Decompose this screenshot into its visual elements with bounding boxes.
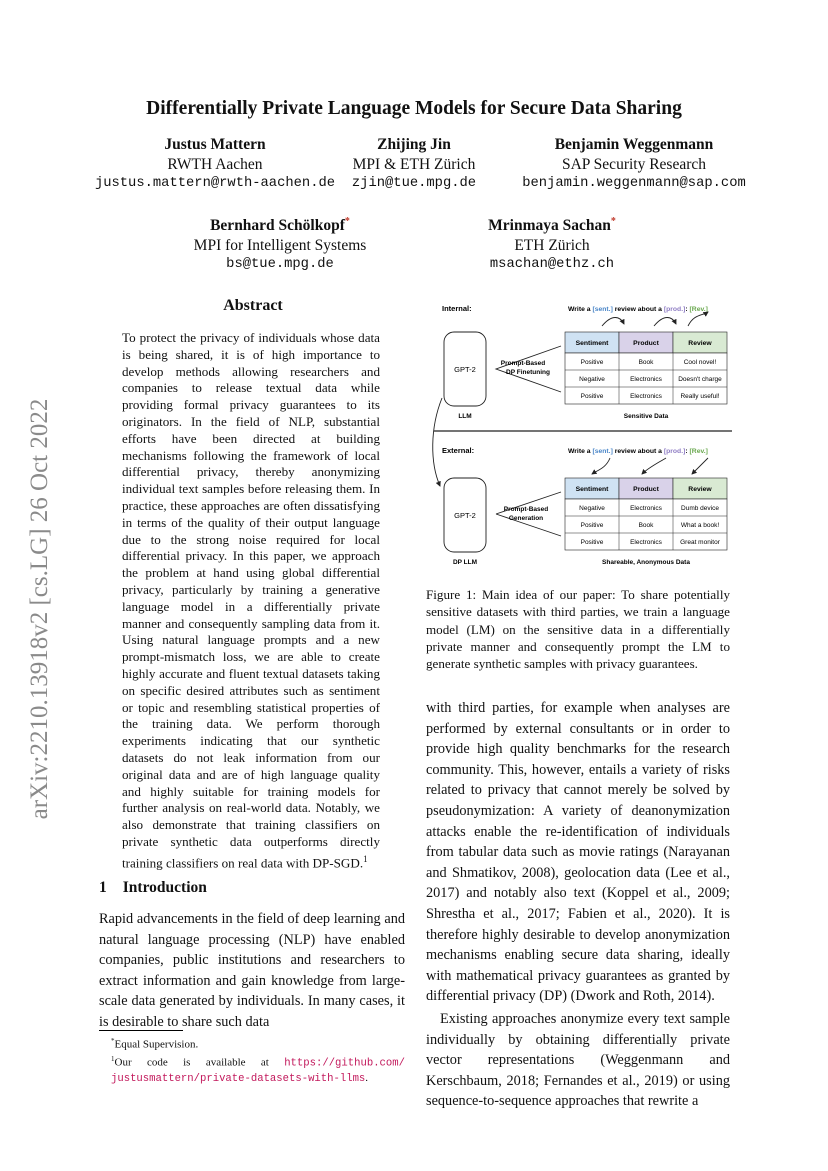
author-email[interactable]: justus.mattern@rwth-aachen.de <box>94 176 336 191</box>
table-cell: Electronics <box>630 376 662 383</box>
figure-1-diagram <box>430 298 736 570</box>
author-name: Justus Mattern <box>164 136 266 153</box>
footnote-code: $^1$Our code is available at https://github.com/ justusmattern/private-datasets-with-llms. <box>111 1055 405 1086</box>
table-cell: Doesn't charge <box>678 376 722 383</box>
table-cell: Negative <box>579 505 605 512</box>
header-review: Review <box>688 486 712 493</box>
author-affiliation: ETH Zürich <box>514 236 590 254</box>
gpt2-label: GPT-2 <box>454 511 476 520</box>
author-email[interactable]: bs@tue.mpg.de <box>226 257 334 273</box>
abstract-heading: Abstract <box>223 297 283 314</box>
synthetic-data-caption: Shareable, Anonymous Data <box>602 559 690 566</box>
equal-supervision-mark: * <box>610 216 616 227</box>
author-affiliation: MPI & ETH Zürich <box>352 155 476 173</box>
author-block-1 <box>80 135 350 194</box>
curly-arrow <box>692 458 708 474</box>
author-block-3 <box>514 135 754 194</box>
table-cell: What a book! <box>680 522 720 529</box>
table-cell: Positive <box>580 359 604 366</box>
curly-arrow <box>602 318 624 327</box>
footnote-rule <box>99 1030 183 1031</box>
header-sentiment: Sentiment <box>575 486 609 493</box>
table-cell: Really useful! <box>680 393 720 400</box>
header-product: Product <box>633 486 659 493</box>
sensitive-data-table <box>565 332 727 404</box>
header-sentiment: Sentiment <box>575 340 609 347</box>
llm-label: LLM <box>458 413 472 420</box>
curly-arrow <box>642 458 666 474</box>
author-name: Mrinmaya Sachan <box>488 217 611 235</box>
table-cell: Positive <box>580 522 604 529</box>
author-affiliation: MPI for Intelligent Systems <box>193 236 367 254</box>
sensitive-data-caption: Sensitive Data <box>623 413 669 420</box>
author-email[interactable]: msachan@ethz.ch <box>489 257 615 273</box>
author-affiliation: SAP Security Research <box>561 155 707 173</box>
figure-caption: Figure 1: Main idea of our paper: To share potentially sensitive datasets with third parties, we train a language model (LM) on the sensitive data in a differentially private manner and consequently prompt the LM to generate synthetic samples with privacy guarantees. <box>426 587 730 672</box>
footnotes <box>99 1030 405 1087</box>
dp-llm-label: DP LLM <box>452 559 478 566</box>
header-review: Review <box>688 340 712 347</box>
generation-arrow <box>496 492 561 536</box>
author-name: Zhijing Jin <box>377 136 451 153</box>
author-block-4 <box>160 212 400 275</box>
author-affiliation: RWTH Aachen <box>167 155 263 173</box>
prompt-template-external: Write a [sent.] review about a [prod.]: [Rev.] <box>568 448 708 455</box>
author-email[interactable]: benjamin.weggenmann@sap.com <box>522 176 746 191</box>
footnote-marker: 1 <box>363 853 368 864</box>
gpt2-label: GPT-2 <box>454 365 476 374</box>
table-cell: Electronics <box>630 539 662 546</box>
paragraph: Existing approaches anonymize every text sample individually by obtaining differentially private vector representations (Weggenmann and Kerschbaum, 2018; Fernandes et al., 2019) or using sequence-to-sequence approaches that rewrite a <box>426 1010 730 1110</box>
curly-arrow <box>688 312 708 326</box>
abstract-text: To protect the privacy of individuals whose data is being shared, it is of high importance to develop methods allowing researchers and companies to release textual data while providing formal privacy guarantees to its originators. In the field of NLP, substantial efforts have been directed at building mechanisms following the framework of local differential privacy, thereby anonymizing individual text samples before releasing them. In practice, these approaches are often dissatisfying in terms of the quality of their output language due to the strong noise required for local differential privacy. In this paper, we approach the problem at hand using global differential privacy, particularly by training a generative language model in a differentially private manner and consequently sampling data from it. Using natural language prompts and a new prompt-mismatch loss, we are able to create highly accurate and fluent textual datasets taking on specific desired attributes such as sentiment or topic and resembling statistical properties of the training data. We perform thorough experiments indicating that our synthetic datasets do not leak information from our original data and are of high language quality and highly suitable for training models for further analysis on real-world data. Notably, we also demonstrate that training classifiers on private synthetic data outperforms directly training classifiers on real data with DP-SGD.$^1$ <box>122 330 380 871</box>
curly-arrow <box>654 318 676 327</box>
code-link[interactable]: https://github.com/ justusmattern/private-datasets-with-llms <box>111 1057 405 1086</box>
table-cell: Electronics <box>630 393 662 400</box>
dp-transfer-arrow <box>433 398 442 486</box>
author-block-2 <box>329 135 499 194</box>
author-block-5 <box>452 212 652 275</box>
table-cell: Negative <box>579 376 605 383</box>
table-cell: Great monitor <box>680 539 720 546</box>
table-cell: Cool novel! <box>683 359 717 366</box>
internal-label: Internal: <box>442 304 472 313</box>
table-cell: Positive <box>580 539 604 546</box>
prompt-template-internal: Write a [sent.] review about a [prod.]: [Rev.] <box>568 306 708 313</box>
author-name: Bernhard Schölkopf <box>210 217 345 235</box>
table-cell: Book <box>638 359 654 366</box>
curly-arrow <box>592 458 610 474</box>
external-label: External: <box>442 446 475 455</box>
paper-title: Differentially Private Language Models for Secure Data Sharing <box>146 98 682 119</box>
arxiv-stamp: arXiv:2210.13918v2 [cs.LG] 26 Oct 2022 <box>26 398 53 819</box>
table-cell: Book <box>638 522 654 529</box>
table-cell: Electronics <box>630 505 662 512</box>
synthetic-data-table <box>565 478 727 550</box>
header-product: Product <box>633 340 659 347</box>
table-cell: Dumb device <box>681 505 719 512</box>
generation-label-line2: Generation <box>508 515 544 522</box>
column-2-text <box>426 698 730 1112</box>
generation-label-line1: Prompt-Based <box>503 506 549 513</box>
author-email[interactable]: zjin@tue.mpg.de <box>351 176 477 191</box>
finetune-label-line2: DP Finetuning <box>506 369 550 376</box>
section-heading: 1 Introduction <box>99 879 207 896</box>
finetune-label-line1: Prompt-Based <box>500 360 546 367</box>
author-name: Benjamin Weggenmann <box>554 136 714 153</box>
paragraph: with third parties, for example when analyses are performed by external consultants or in order to provide high quality benchmarks for the research community. This, however, entails a variety of risks related to privacy that cannot merely be solved by pseudonymization: A variety of deanonymization attacks enable the re-identification of individuals from tabular data such as movie ratings (Narayanan and Shmatikov, 2008), geolocation data (Lee et al., 2017) and notably also text (Koppel et al., 2009; Shrestha et al., 2017; Fabien et al., 2020). It is therefore highly desirable to develop anonymization mechanisms enabling secure data sharing, ideally with mathematical privacy guarantees as granted by differential privacy (DP) (Dwork and Roth, 2014). <box>426 700 730 1005</box>
footnote-equal: *Equal Supervision. <box>111 1037 199 1051</box>
intro-paragraph: Rapid advancements in the field of deep learning and natural language processing (NLP) have enabled companies, public institutions and researchers to extract information and gain knowledge from large-scale data generated by individuals. In many cases, it is desirable to share such data <box>99 911 405 1030</box>
table-cell: Positive <box>580 393 604 400</box>
equal-supervision-mark: * <box>344 216 350 227</box>
